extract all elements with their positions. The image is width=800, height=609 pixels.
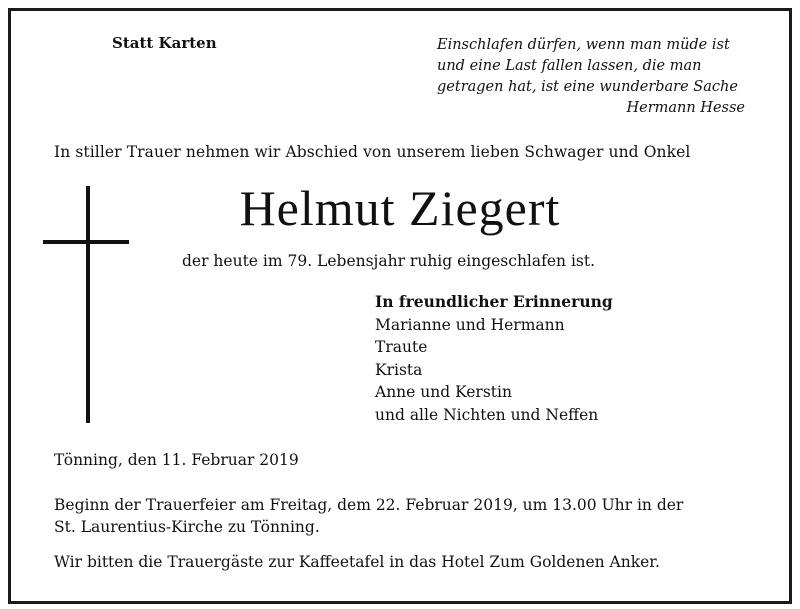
mourners-heading: In freundlicher Erinnerung — [375, 292, 613, 311]
statt-karten-label: Statt Karten — [112, 34, 217, 52]
mourner-name: Marianne und Hermann — [375, 315, 565, 334]
service-line: Beginn der Trauerfeier am Freitag, dem 22. Februar 2019, um 13.00 Uhr in der — [54, 496, 684, 514]
mourner-name: Krista — [375, 360, 423, 379]
quote-line: und eine Last fallen lassen, die man — [437, 58, 702, 74]
hesse-quote — [437, 35, 749, 119]
mourner-name: und alle Nichten und Neffen — [375, 405, 599, 424]
intro-text: In stiller Trauer nehmen wir Abschied von unserem lieben Schwager und Onkel — [54, 143, 691, 161]
mourner-name: Traute — [375, 338, 428, 356]
quote-line: Einschlafen dürfen, wenn man müde ist — [437, 37, 730, 53]
coffee-invitation: Wir bitten die Trauergäste zur Kaffeetafel in das Hotel Zum Goldenen Anker. — [54, 553, 660, 571]
cross-icon-bar — [43, 240, 129, 244]
quote-author: Hermann Hesse — [626, 100, 745, 116]
dateline: Tönning, den 11. Februar 2019 — [54, 451, 299, 469]
deceased-name: Helmut Ziegert — [239, 180, 561, 236]
mourners-block — [375, 291, 613, 426]
mourner-name: Anne und Kerstin — [375, 383, 512, 401]
quote-line: getragen hat, ist eine wunderbare Sache — [437, 79, 738, 95]
service-line: St. Laurentius-Kirche zu Tönning. — [54, 518, 320, 536]
age-line: der heute im 79. Lebensjahr ruhig eingeschlafen ist. — [182, 252, 596, 270]
service-info — [54, 494, 754, 538]
